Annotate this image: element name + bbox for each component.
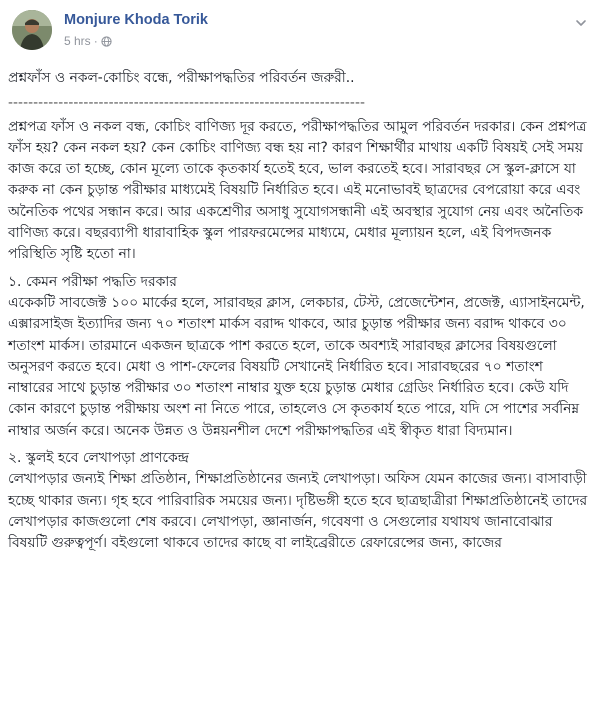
author-avatar[interactable] [12,10,52,50]
post-timestamp[interactable]: 5 hrs [64,34,91,48]
post-intro-paragraph: প্রশ্নপত্র ফাঁস ও নকল বন্ধ, কোচিং বাণিজ্য দূর করতে, পরীক্ষাপদ্ধতির আমুল পরিবর্তন দরকার। কেন প্রশ্নপত্র ফাঁস হয়? কেন নকল হয়? কেন কোচিং বাণিজ্য বন্ধ হয় না? কারণ শিক্ষার্থীর মাথায় একটি বিষয়ই সেই সময় কাজ করে তা হচ্ছে, কোন মূল্যে তাকে কৃতকার্য হতেই হবে, ভাল করতেই হবে। সারাবছর সে স্কুল-ক্লাসে যা করুক না কেন চুড়ান্ত পরীক্ষার মাধ্যমেই বিষয়টি নির্ধারিত হবে। এই মনোভাবই ছাত্রদের বেপরোয়া করে এবং অনৈতিক পথের সন্ধান করে। আর একশ্রেণীর অসাধু সুযোগসন্ধানী এই অবস্থার সুযোগ নেয় এবং অনৈতিক বাণিজ্য করে। বছরব্যাপী ধারাবাহিক স্কুল পারফরমেন্সের মাধ্যমে, মেধার মূল্যায়ন হলে, এই বিপদজনক পরিস্থিতি সৃষ্টি হতো না। [8,118,587,263]
post-header [12,8,592,60]
meta-separator: · [93,34,98,48]
section-2-heading: ২. স্কুলই হবে লেখাপড়া প্রাণকেন্দ্র [8,450,189,467]
post-body [8,66,590,555]
avatar-image [12,10,52,50]
section-1-heading: ১. কেমন পরীক্ষা পদ্ধতি দরকার [8,273,177,290]
section-1-paragraph: একেকটি সাবজেক্ট ১০০ মার্কের হলে, সারাবছর ক্লাস, লেকচার, টেস্ট, প্রেজেন্টেশন, প্রজেক্ট, এ্যাসাইনমেন্ট, এক্সারসাইজ ইত্যাদির জন্য ৭০ শতাংশ মার্কস বরাদ্দ থাকবে, আর চুড়ান্ত পরীক্ষার জন্য বরাদ্দ থাকবে ৩০ শতাংশ মার্কস। তারমানে একজন ছাত্রকে পাশ করতে হলে, তাকে অবশ্যই সারাবছর ক্লাসের বিষয়গুলো অনুসরণ করতে হবে। মেধা ও পাশ-ফেলের বিষয়টি সেখানেই নির্ধারিত হবে। সারাবছরের ৭০ শতাংশ নাম্বারের সাথে চুড়ান্ত পরীক্ষার ৩০ শতাংশ নাম্বার যুক্ত হয়ে চুড়ান্ত মেধার গ্রেডিং নির্ধারিত হবে। কেউ যদি কোন কারণে চুড়ান্ত পরীক্ষায় অংশ না নিতে পারে, তাহলেও সে কৃতকার্য হতে পারে, যদি সে পাশের সর্বনিম্ন নাম্বার অর্জন করে। অনেক উন্নত ও উন্নয়নশীল দেশে পরীক্ষাপদ্ধতির এই স্বীকৃত ধারা বিদ্যমান। [8,294,585,439]
post-options-chevron-icon[interactable] [574,16,588,30]
post-meta [64,34,112,48]
post-divider-line: ----------------------------------------------------------------------- [8,95,366,112]
globe-icon[interactable] [101,36,112,47]
post-title: প্রশ্নফাঁস ও নকল-কোচিং বন্ধে, পরীক্ষাপদ্ধতির পরিবর্তন জরুরী.. [8,70,355,86]
section-2-paragraph: লেখাপড়ার জন্যই শিক্ষা প্রতিষ্ঠান, শিক্ষাপ্রতিষ্ঠানের জন্যই লেখাপড়া। অফিস যেমন কাজের জন্য। বাসাবাড়ী হচ্ছে থাকার জন্য। গৃহ হবে পারিবারিক সময়ের জন্য। দৃষ্টিভঙ্গী হতে হবে ছাত্রছাত্রীরা শিক্ষাপ্রতিষ্ঠানেই তাদের লেখাপড়ার কাজগুলো শেষ করবে। লেখাপড়া, জ্ঞানার্জন, গবেষণা ও সেগুলোর যথাযথ জানাবোঝার বিষয়টি গুরুত্বপূর্ণ। বইগুলো থাকবে তাদের কাছে বা লাইব্রেরীতে রেফারেন্সের জন্য, কাজের [8,471,588,552]
author-name-link[interactable]: Monjure Khoda Torik [64,12,208,28]
